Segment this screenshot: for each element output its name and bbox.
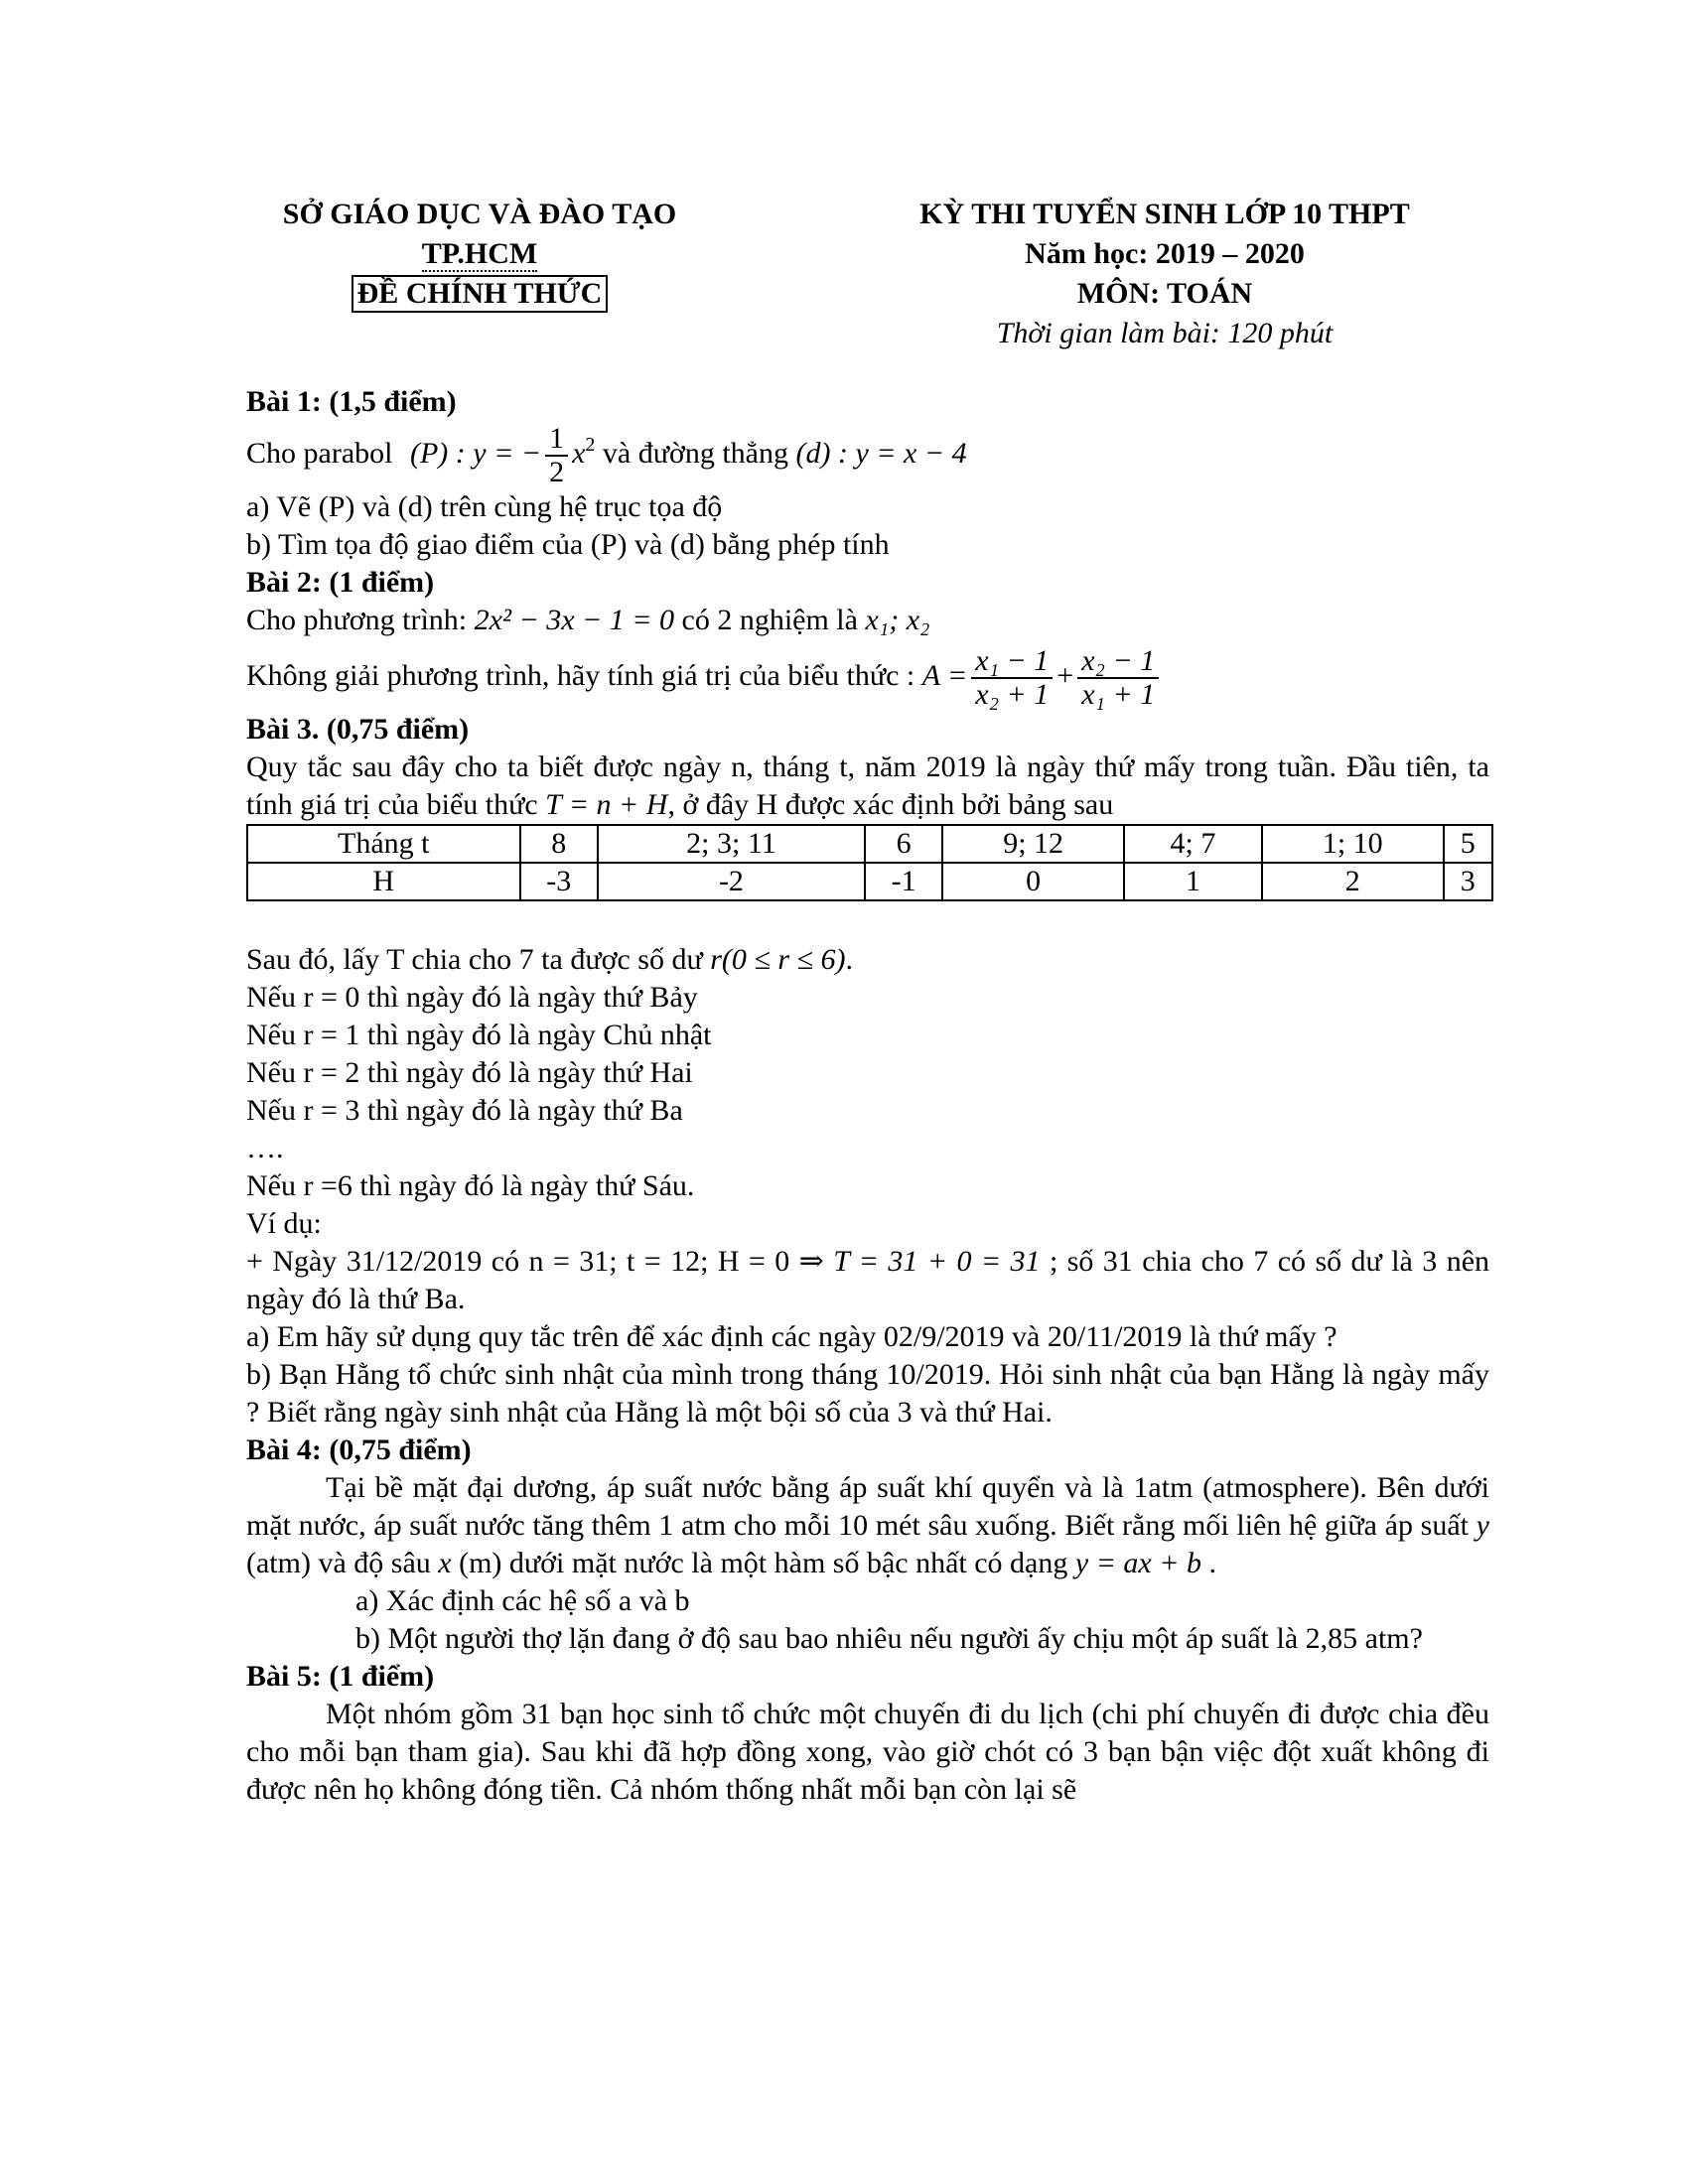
bai4-b: b) Một người thợ lặn đang ở độ sau bao nhiêu nếu người ấy chịu một áp suất là 2,85 atm? bbox=[355, 1622, 1423, 1655]
bai5-title: Bài 5: (1 điểm) bbox=[246, 1660, 435, 1693]
bai3-a: a) Em hãy sử dụng quy tắc trên để xác định các ngày 02/9/2019 và 20/11/2019 là thứ mấy ? bbox=[246, 1320, 1337, 1353]
bai4-a: a) Xác định các hệ số a và b bbox=[355, 1584, 690, 1617]
header-left bbox=[246, 195, 713, 314]
bai3-b: b) Bạn Hằng tổ chức sinh nhật của mình trong tháng 10/2019. Hỏi sinh nhật của bạn Hằng là ngày mấy ? Biết rằng ngày sinh nhật của Hằng là một bội số của 3 và thứ Hai. bbox=[246, 1358, 1489, 1429]
table-row: Tháng t 8 2; 3; 11 6 9; 12 4; 7 1; 10 5 bbox=[247, 825, 1492, 863]
school-year: Năm học: 2019 – 2020 bbox=[1025, 237, 1305, 270]
rule-r1: Nếu r = 1 thì ngày đó là ngày Chủ nhật bbox=[246, 1019, 712, 1051]
bai2-title: Bài 2: (1 điểm) bbox=[246, 566, 435, 599]
rule-r0: Nếu r = 0 thì ngày đó là ngày thứ Bảy bbox=[246, 981, 698, 1014]
bai1-b: b) Tìm tọa độ giao điểm của (P) và (d) bằng phép tính bbox=[246, 528, 890, 561]
exam-name: KỲ THI TUYỂN SINH LỚP 10 THPT bbox=[919, 198, 1410, 230]
header-right bbox=[842, 195, 1487, 353]
bai4-intro: Tại bề mặt đại dương, áp suất nước bằng áp suất khí quyển và là 1atm (atmosphere). Bên dưới mặt nước, áp suất nước tăng thêm 1 atm cho mỗi 10 mét sâu xuống. Biết rằng mối liên hệ giữa áp suất y (atm) và độ sâu x (m) dưới mặt nước là một hàm số bậc nhất có dạng y = ax + b . bbox=[246, 1471, 1489, 1579]
example-text: + Ngày 31/12/2019 có n = 31; t = 12; H = 0 ⇒ T = 31 + 0 = 31 ; số 31 chia cho 7 có số dư là 3 nên ngày đó là thứ Ba. bbox=[246, 1245, 1490, 1315]
rule-r2: Nếu r = 2 thì ngày đó là ngày thứ Hai bbox=[246, 1056, 693, 1089]
bai1-a: a) Vẽ (P) và (d) trên cùng hệ trục tọa độ bbox=[246, 490, 723, 523]
t-expression: T = n + H bbox=[545, 788, 668, 821]
example-label: Ví dụ: bbox=[246, 1207, 322, 1240]
time-limit: Thời gian làm bài: 120 phút bbox=[996, 317, 1334, 349]
linear-form: y = ax + b bbox=[1074, 1547, 1201, 1579]
bai5-text: Một nhóm gồm 31 bạn học sinh tổ chức một chuyến đi du lịch (chi phí chuyến đi được chia đều cho mỗi bạn tham gia). Sau khi đã hợp đồng xong, vào giờ chót có 3 bạn bận việc đột xuất không đi được nên họ không đóng tiền. Cả nhóm thống nhất mỗi bạn còn lại sẽ bbox=[246, 1698, 1489, 1806]
bai3-intro: Quy tắc sau đây cho ta biết được ngày n, tháng t, năm 2019 là ngày thứ mấy trong tuần. Đầu tiên, ta tính giá trị của biểu thức T = n + H, ở đây H được xác định bởi bảng sau bbox=[246, 751, 1489, 821]
bai4-title: Bài 4: (0,75 điểm) bbox=[246, 1433, 472, 1466]
parabol-fraction: $\frac{1}{2}$ bbox=[545, 423, 568, 488]
table-row: H -3 -2 -1 0 1 2 3 bbox=[247, 863, 1492, 900]
rule-r3: Nếu r = 3 thì ngày đó là ngày thứ Ba bbox=[246, 1094, 683, 1127]
quadratic-eq: 2x² − 3x − 1 = 0 bbox=[474, 604, 674, 636]
parabol-eq: (P) : y = − bbox=[409, 436, 542, 470]
fraction-2: $\frac{\text{x₂ − 1}}{\text{x₁ + 1}}$ bbox=[1077, 645, 1159, 711]
rule-r6: Nếu r =6 thì ngày đó là ngày thứ Sáu. bbox=[246, 1169, 695, 1202]
fraction-1: $\frac{\text{x₁ − 1}}{\text{x₂ + 1}}$ bbox=[971, 645, 1053, 711]
bai3-title: Bài 3. (0,75 điểm) bbox=[246, 713, 470, 746]
bai3-remainder: Sau đó, lấy T chia cho 7 ta được số dư r(0 ≤ r ≤ 6). bbox=[246, 943, 853, 976]
city-name: TP.HCM bbox=[421, 237, 538, 270]
bai2-line1: Cho phương trình: 2x² − 3x − 1 = 0 có 2 nghiệm là x₁; x₂ bbox=[246, 604, 930, 636]
official-label: ĐỀ CHÍNH THỨC bbox=[352, 275, 609, 313]
roots: x₁; x₂ bbox=[865, 604, 930, 636]
exam-page bbox=[246, 195, 1489, 1809]
rule-ellipsis: …. bbox=[246, 1132, 284, 1164]
subject: MÔN: TOÁN bbox=[1076, 277, 1253, 310]
bai1-title: Bài 1: (1,5 điểm) bbox=[246, 385, 457, 418]
line-eq: (d) : y = x − 4 bbox=[795, 436, 967, 470]
bai2-line2: Không giải phương trình, hãy tính giá trị của biểu thức : A = $\frac{\text{x₁ − 1}}{\text{x₂ + 1}}$ + $\frac{\text{x₂ − 1}}{\text{x₁ + 1}}$ bbox=[246, 645, 1489, 711]
h-table bbox=[246, 824, 1493, 901]
department-name: SỞ GIÁO DỤC VÀ ĐÀO TẠO bbox=[282, 198, 677, 230]
exam-header bbox=[246, 195, 1489, 373]
bai1-intro: Cho parabol (P) : y = − $\frac{1}{2}$ $x^2$ và đường thẳng (d) : y = x − 4 bbox=[246, 422, 967, 488]
